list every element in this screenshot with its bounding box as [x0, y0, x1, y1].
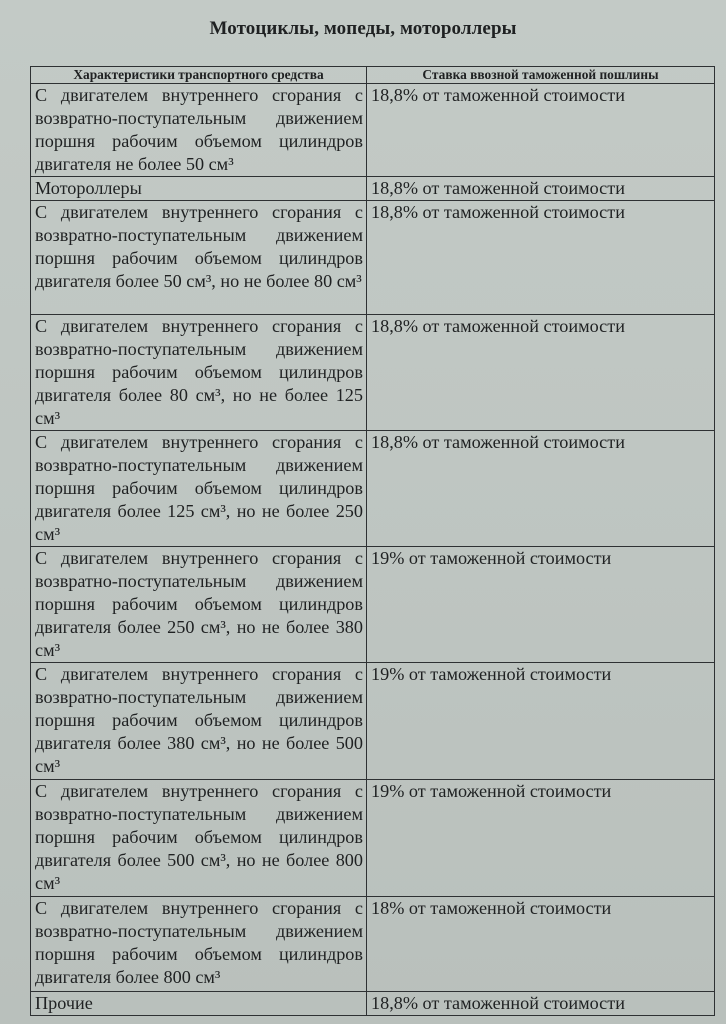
- vehicle-characteristics-cell: С двигателем внутреннего сгорания с возвратно-поступательным движением поршня рабочим объемом цилиндров двигателя более 380 см³, но не более 500 см³: [31, 663, 367, 780]
- duty-rate-cell: 18,8% от таможенной стоимости: [367, 431, 715, 547]
- duty-rate-cell: 19% от таможенной стоимости: [367, 663, 715, 780]
- tariff-table: [30, 66, 715, 1016]
- duty-rate-cell: 19% от таможенной стоимости: [367, 780, 715, 897]
- vehicle-characteristics-cell: С двигателем внутреннего сгорания с возвратно-поступательным движением поршня рабочим объемом цилиндров двигателя более 50 см³, но не более 80 см³: [31, 201, 367, 315]
- vehicle-characteristics-cell: С двигателем внутреннего сгорания с возвратно-поступательным движением поршня рабочим объемом цилиндров двигателя более 80 см³, но не более 125 см³: [31, 315, 367, 431]
- duty-rate-cell: 18,8% от таможенной стоимости: [367, 315, 715, 431]
- vehicle-characteristics-cell: С двигателем внутреннего сгорания с возвратно-поступательным движением поршня рабочим объемом цилиндров двигателя более 500 см³, но не более 800 см³: [31, 780, 367, 897]
- duty-rate-cell: 19% от таможенной стоимости: [367, 547, 715, 663]
- vehicle-characteristics-cell: С двигателем внутреннего сгорания с возвратно-поступательным движением поршня рабочим объемом цилиндров двигателя не более 50 см³: [31, 84, 367, 177]
- vehicle-characteristics-cell: С двигателем внутреннего сгорания с возвратно-поступательным движением поршня рабочим объемом цилиндров двигателя более 125 см³, но не более 250 см³: [31, 431, 367, 547]
- table-row: [31, 201, 715, 315]
- table-row: [31, 547, 715, 663]
- column-header-duty-rate: Ставка ввозной таможенной пошлины: [367, 67, 715, 84]
- table-row: [31, 992, 715, 1016]
- duty-rate-cell: 18,8% от таможенной стоимости: [367, 201, 715, 315]
- table-header-row: [31, 67, 715, 84]
- table-row: [31, 780, 715, 897]
- page-title: Мотоциклы, мопеды, мотороллеры: [209, 18, 517, 39]
- table-row: [31, 84, 715, 177]
- table-row: [31, 431, 715, 547]
- duty-rate-cell: 18,8% от таможенной стоимости: [367, 84, 715, 177]
- column-header-characteristics: Характеристики транспортного средства: [31, 67, 367, 84]
- duty-rate-cell: 18% от таможенной стоимости: [367, 897, 715, 992]
- table-row: [31, 315, 715, 431]
- table-row: [31, 897, 715, 992]
- table-row: [31, 663, 715, 780]
- duty-rate-cell: 18,8% от таможенной стоимости: [367, 177, 715, 201]
- table-row: [31, 177, 715, 201]
- duty-rate-cell: 18,8% от таможенной стоимости: [367, 992, 715, 1016]
- vehicle-characteristics-cell: Мотороллеры: [31, 177, 367, 201]
- vehicle-characteristics-cell: Прочие: [31, 992, 367, 1016]
- vehicle-characteristics-cell: С двигателем внутреннего сгорания с возвратно-поступательным движением поршня рабочим объемом цилиндров двигателя более 250 см³, но не более 380 см³: [31, 547, 367, 663]
- vehicle-characteristics-cell: С двигателем внутреннего сгорания с возвратно-поступательным движением поршня рабочим объемом цилиндров двигателя более 800 см³: [31, 897, 367, 992]
